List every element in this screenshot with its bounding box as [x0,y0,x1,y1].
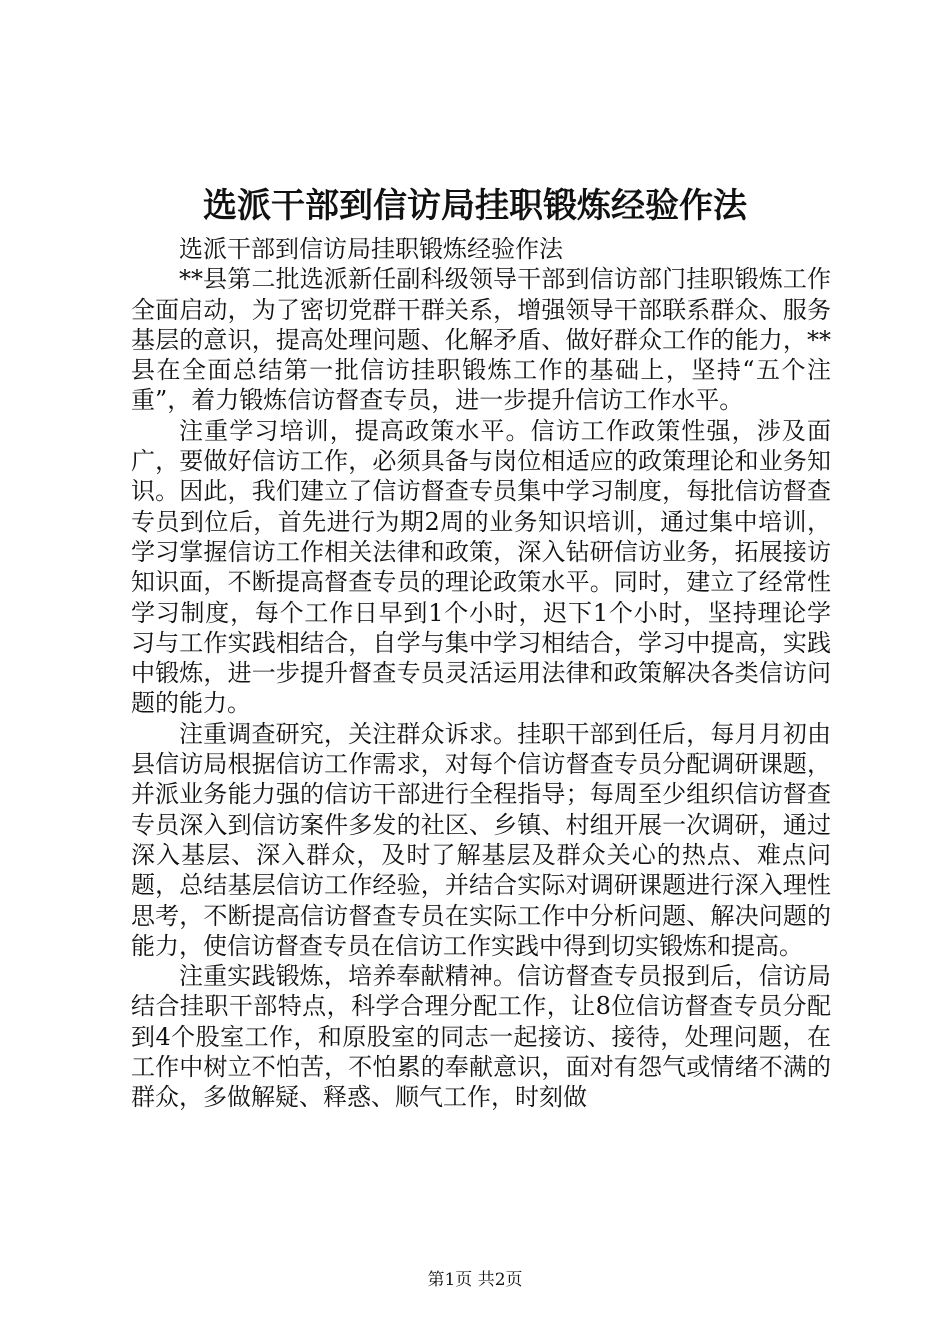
paragraph-subtitle: 选派干部到信访局挂职锻炼经验作法 [179,235,563,263]
page-number-footer: 第1页 共2页 [427,1270,523,1290]
paragraph-practice: 注重实践锻炼，培养奉献精神。信访督查专员报到后，信访局结合挂职干部特点，科学合理分配工作，让8位信访督查专员分配到4个股室工作，和原股室的同志一起接访、接待，处理问题，在工作中树立不怕苦，不怕累的奉献意识，面对有怨气或情绪不满的群众，多做解疑、释惑、顺气工作，时刻做 [131,962,831,1112]
paragraph-study-training: 注重学习培训，提高政策水平。信访工作政策性强，涉及面广，要做好信访工作，必须具备与岗位相适应的政策理论和业务知识。因此，我们建立了信访督查专员集中学习制度，每批信访督查专员到位后，首先进行为期2周的业务知识培训，通过集中培训，学习掌握信访工作相关法律和政策，深入钻研信访业务，拓展接访知识面，不断提高督查专员的理论政策水平。同时，建立了经常性学习制度，每个工作日早到1个小时，迟下1个小时，坚持理论学习与工作实践相结合，自学与集中学习相结合，学习中提高，实践中锻炼，进一步提升督查专员灵活运用法律和政策解决各类信访问题的能力。 [131,416,831,718]
document-body [131,234,831,1113]
paragraph-investigation: 注重调查研究，关注群众诉求。挂职干部到任后，每月月初由县信访局根据信访工作需求，对每个信访督查专员分配调研课题，并派业务能力强的信访干部进行全程指导；每周至少组织信访督查专员深入到信访案件多发的社区、乡镇、村组开展一次调研，通过深入基层、深入群众，及时了解基层及群众关心的热点、难点问题，总结基层信访工作经验，并结合实际对调研课题进行深入理性思考，不断提高信访督查专员在实际工作中分析问题、解决问题的能力，使信访督查专员在信访工作实践中得到切实锻炼和提高。 [131,719,831,960]
paragraph-intro: **县第二批选派新任副科级领导干部到信访部门挂职锻炼工作全面启动，为了密切党群干群关系，增强领导干部联系群众、服务基层的意识，提高处理问题、化解矛盾、做好群众工作的能力，**县在全面总结第一批信访挂职锻炼工作的基础上，坚持“五个注重”，着力锻炼信访督查专员，进一步提升信访工作水平。 [131,265,831,415]
document-title: 选派干部到信访局挂职锻炼经验作法 [203,186,747,226]
